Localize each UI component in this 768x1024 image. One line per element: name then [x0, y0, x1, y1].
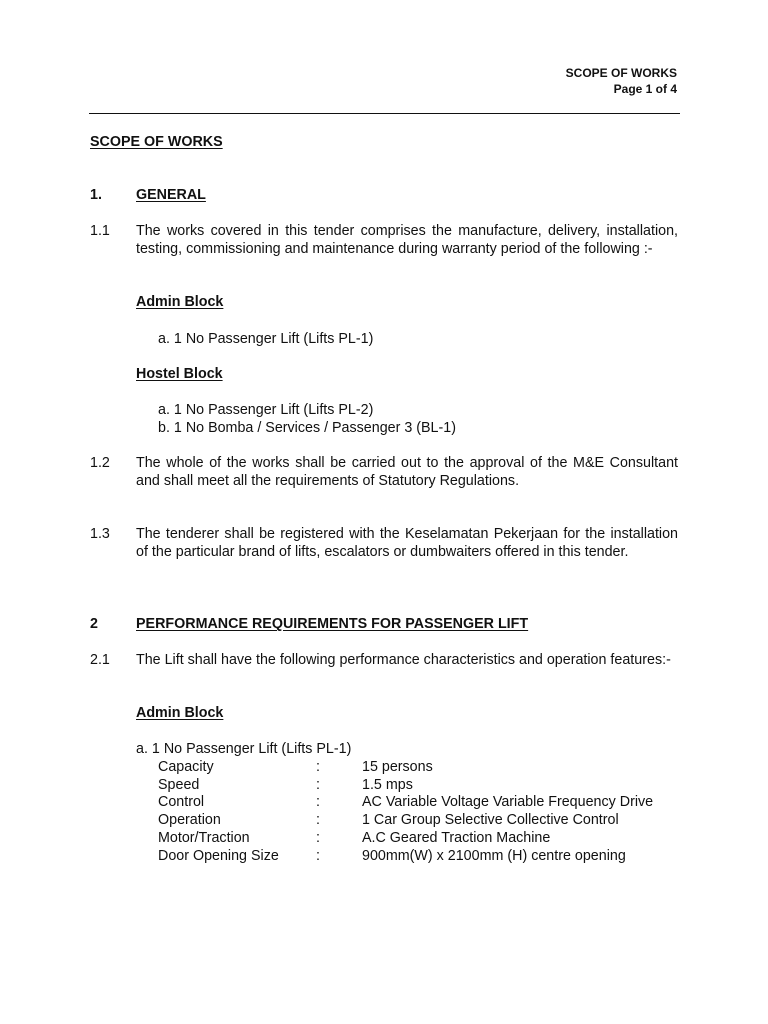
- para-1-1-number: 1.1: [90, 223, 110, 239]
- spec-label: Door Opening Size: [158, 848, 279, 864]
- spec-colon: :: [316, 812, 320, 828]
- spec-colon: :: [316, 759, 320, 775]
- spec-value: 1 Car Group Selective Collective Control: [362, 812, 619, 828]
- header-page-number: Page 1 of 4: [613, 82, 677, 96]
- spec-label: Operation: [158, 812, 221, 828]
- spec-value: 900mm(W) x 2100mm (H) centre opening: [362, 848, 626, 864]
- header-title: SCOPE OF WORKS: [565, 66, 677, 80]
- spec-label: Speed: [158, 777, 200, 793]
- spec-value: AC Variable Voltage Variable Frequency Drive: [362, 794, 654, 810]
- para-2-1-text: The Lift shall have the following performance characteristics and operation features:-: [136, 652, 671, 668]
- section-1-number: 1.: [90, 187, 102, 203]
- para-1-2-number: 1.2: [90, 455, 110, 471]
- section-1-title: GENERAL: [136, 187, 206, 203]
- header-rule: [89, 113, 680, 114]
- spec-label: Motor/Traction: [158, 830, 250, 846]
- lift-item: a. 1 No Passenger Lift (Lifts PL-1): [136, 741, 352, 757]
- spec-colon: :: [316, 777, 320, 793]
- admin-block-heading-2: Admin Block: [136, 705, 224, 721]
- spec-label: Capacity: [158, 759, 214, 775]
- spec-colon: :: [316, 794, 320, 810]
- admin-block-item: a. 1 No Passenger Lift (Lifts PL-1): [158, 331, 374, 347]
- section-2-number: 2: [90, 616, 98, 632]
- hostel-block-item: b. 1 No Bomba / Services / Passenger 3 (BL-1): [158, 420, 456, 436]
- spec-label: Control: [158, 794, 205, 810]
- para-1-1-text: The works covered in this tender comprises the manufacture, delivery, installation, testing, commissioning and maintenance during warranty period of the following :-: [136, 223, 678, 257]
- hostel-block-item: a. 1 No Passenger Lift (Lifts PL-2): [158, 402, 374, 418]
- para-1-3-text: The tenderer shall be registered with the Keselamatan Pekerjaan for the installation of the particular brand of lifts, escalators or dumbwaiters offered in this tender.: [136, 526, 678, 560]
- para-1-2-text: The whole of the works shall be carried out to the approval of the M&E Consultant and shall meet all the requirements of Statutory Regulations.: [136, 455, 678, 489]
- hostel-block-heading: Hostel Block: [136, 366, 223, 382]
- spec-value: 15 persons: [362, 759, 433, 775]
- section-2-title: PERFORMANCE REQUIREMENTS FOR PASSENGER LIFT: [136, 616, 529, 632]
- spec-value: 1.5 mps: [362, 777, 413, 793]
- para-2-1-number: 2.1: [90, 652, 110, 668]
- para-1-3-number: 1.3: [90, 526, 110, 542]
- document-title: SCOPE OF WORKS: [90, 134, 223, 150]
- spec-colon: :: [316, 848, 320, 864]
- admin-block-heading: Admin Block: [136, 294, 224, 310]
- spec-colon: :: [316, 830, 320, 846]
- spec-value: A.C Geared Traction Machine: [362, 830, 551, 846]
